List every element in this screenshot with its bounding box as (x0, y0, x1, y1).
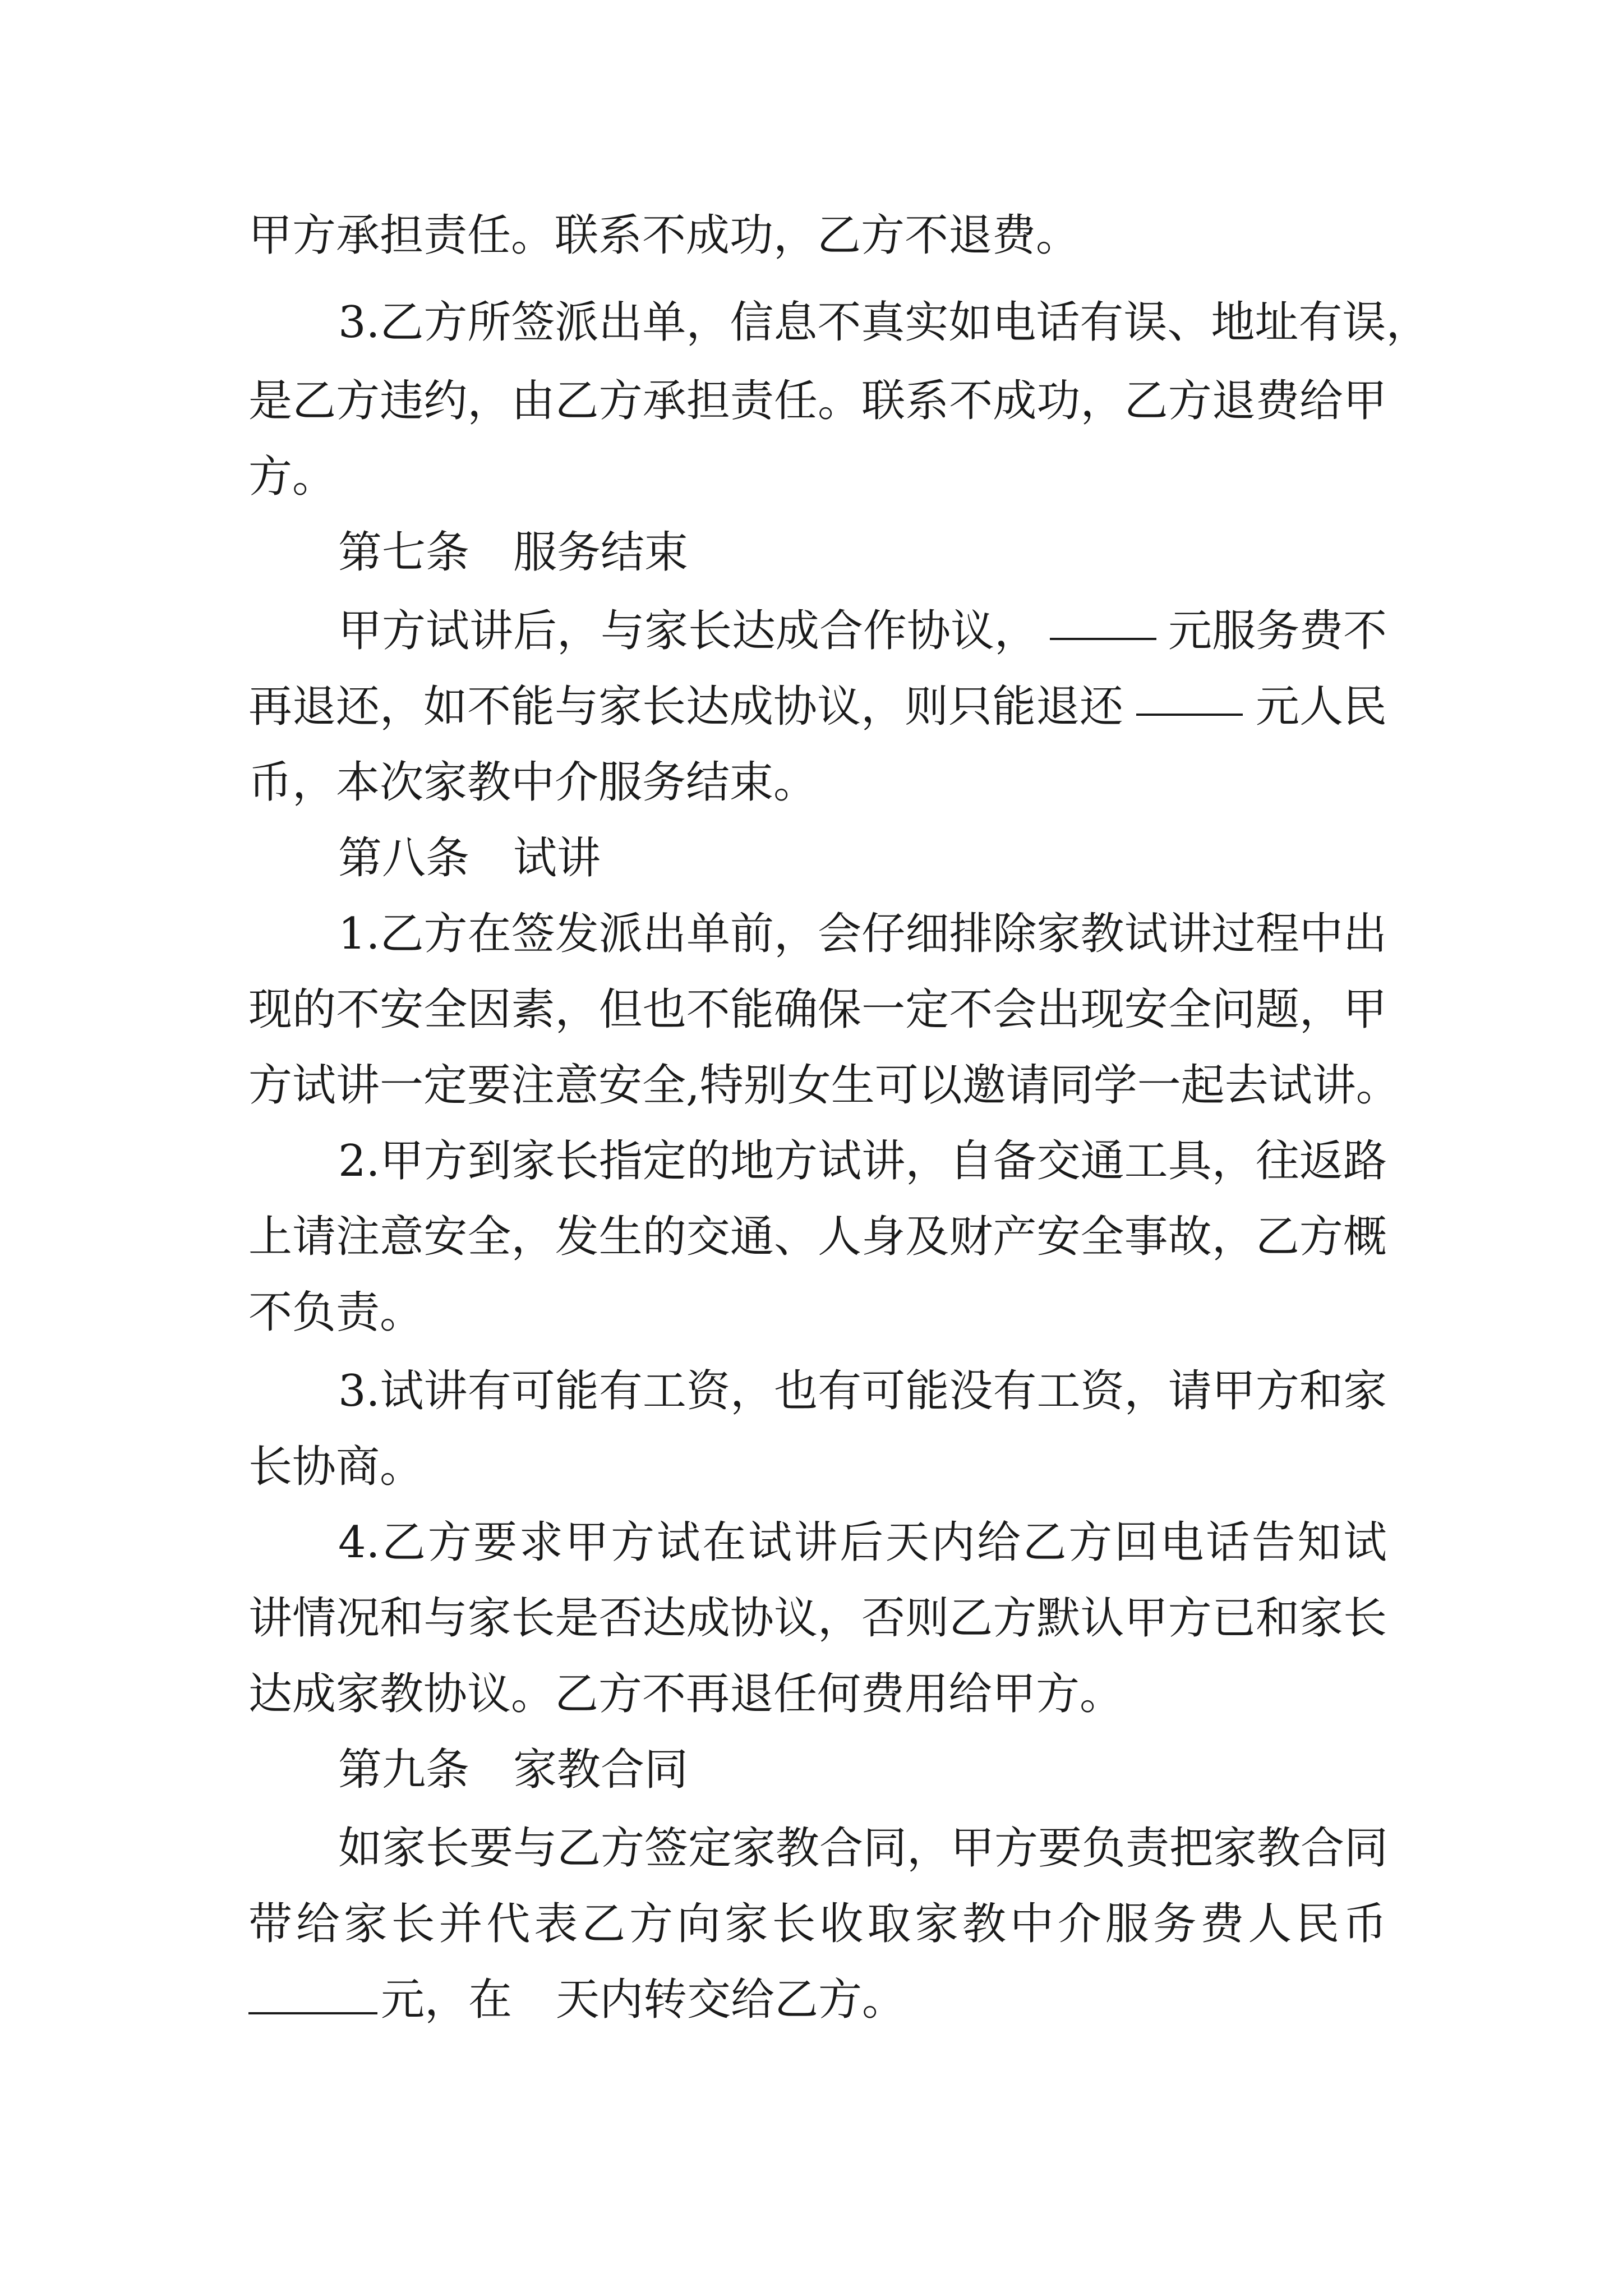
text-line: 达成家教协议。乙方不再退任何费用给甲方。 (248, 1669, 1124, 1719)
text-line: 方试讲一定要注意安全,特别女生可以邀请同学一起去试讲。 (248, 1060, 1400, 1111)
text-line: 1.乙方在签发派出单前，会仔细排除家教试讲过程中出 (338, 909, 1387, 959)
text-segment: 甲方试讲后，与家长达成合作协议， (338, 606, 1039, 656)
text-line: 方。 (248, 452, 336, 502)
text-line: 甲方承担责任。联系不成功，乙方不退费。 (248, 210, 1080, 261)
text-line (248, 1972, 906, 2028)
text-line: 2.甲方到家长指定的地方试讲，自备交通工具，往返路 (338, 1136, 1387, 1186)
text-line: 3.乙方所签派出单，信息不真实如电话有误、地址有误， (338, 297, 1430, 348)
text-line: 现的不安全因素，但也不能确保一定不会出现安全问题，甲 (248, 984, 1387, 1035)
text-segment: 元人民 (1255, 682, 1387, 732)
text-line: 不负责。 (248, 1287, 424, 1338)
text-segment: 元服务费不 (1168, 606, 1387, 656)
text-line: 带给家长并代表乙方向家长收取家教中介服务费人民币 (248, 1899, 1387, 1949)
section-heading: 第八条 试讲 (338, 833, 601, 884)
fill-in-blank (1050, 603, 1156, 640)
text-line (248, 679, 1387, 735)
text-line: 币，本次家教中介服务结束。 (248, 757, 818, 808)
text-line: 上请注意安全，发生的交通、人身及财产安全事故，乙方概 (248, 1212, 1387, 1262)
text-segment: 再退还，如不能与家长达成协议，则只能退还 (248, 682, 1124, 732)
fill-in-blank (1136, 679, 1243, 716)
text-line: 如家长要与乙方签定家教合同，甲方要负责把家教合同 (338, 1823, 1389, 1874)
text-line: 长协商。 (248, 1442, 424, 1492)
text-line: 3.试讲有可能有工资，也有可能没有工资，请甲方和家 (338, 1366, 1387, 1416)
text-line: 讲情况和与家长是否达成协议，否则乙方默认甲方已和家长 (248, 1593, 1387, 1644)
section-heading: 第七条 服务结束 (338, 527, 689, 578)
text-segment: 元，在 天内转交给乙方。 (381, 1975, 906, 2025)
section-heading: 第九条 家教合同 (338, 1745, 689, 1795)
text-line: 4.乙方要求甲方试在试讲后天内给乙方回电话告知试 (338, 1517, 1387, 1568)
fill-in-blank (248, 1977, 377, 2014)
text-line: 是乙方违约，由乙方承担责任。联系不成功，乙方退费给甲 (248, 376, 1387, 426)
text-line (338, 603, 1387, 659)
